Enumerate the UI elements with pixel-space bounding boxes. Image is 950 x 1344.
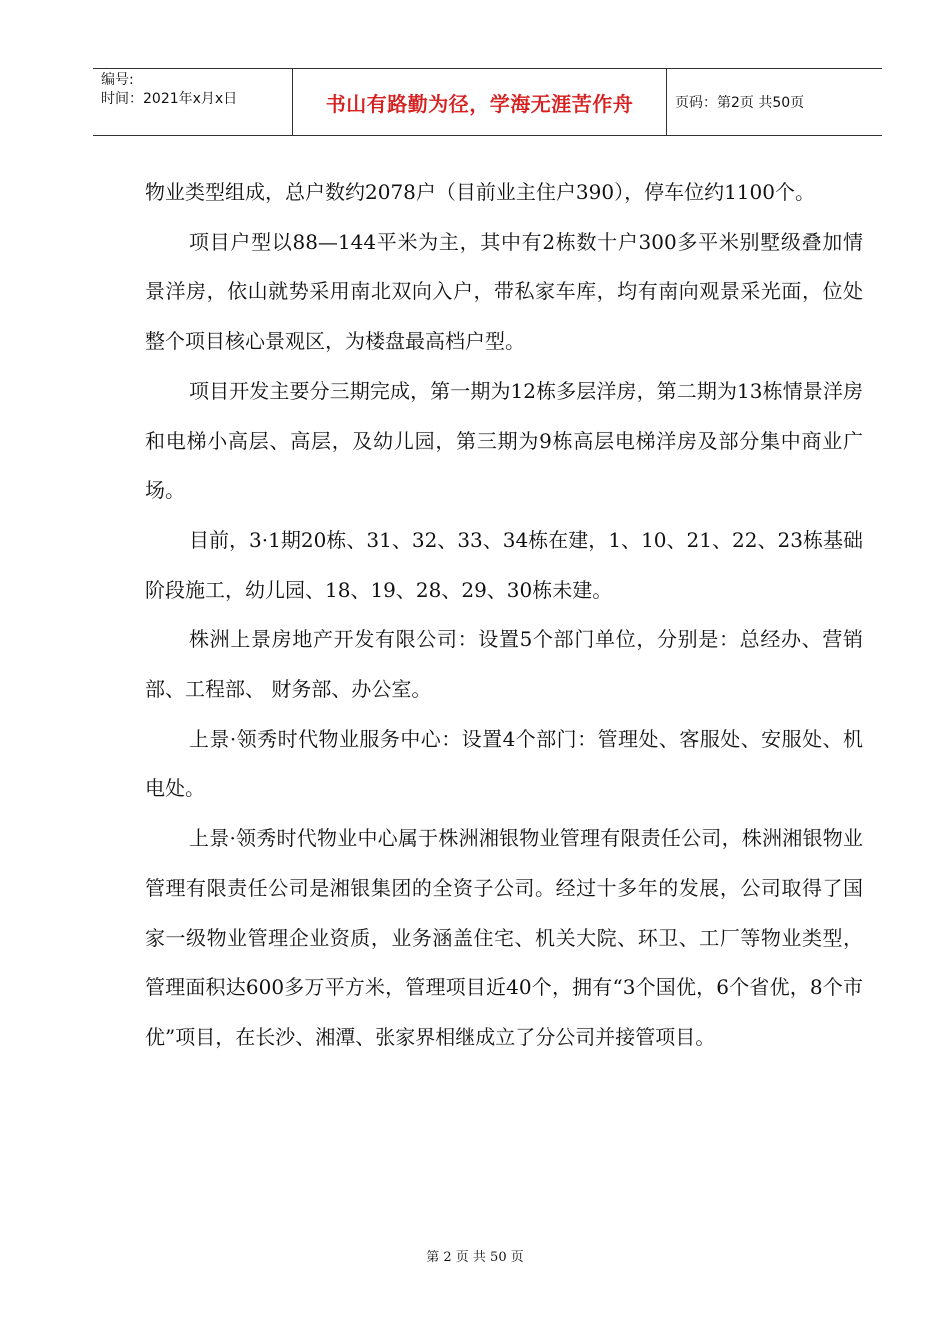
paragraph: 物业类型组成，总户数约2078户（目前业主住户390），停车位约1100个。	[145, 180, 815, 204]
paragraph: 上景·领秀时代物业服务中心：设置4个部门：管理处、客服处、安服处、机电处。	[145, 726, 863, 801]
page-header	[93, 68, 882, 136]
header-motto: 书山有路勤为径，学海无涯苦作舟	[293, 69, 667, 135]
paragraph: 项目户型以88—144平米为主，其中有2栋数十户300多平米别墅级叠加情景洋房，依山就势采用南北双向入户，带私家车库，均有南向观景采光面，位处整个项目核心景观区，为楼盘最高档户型。	[145, 229, 863, 354]
time-label: 时间：2021年x月x日	[101, 91, 238, 107]
paragraph: 上景·领秀时代物业中心属于株洲湘银物业管理有限责任公司，株洲湘银物业管理有限责任公司是湘银集团的全资子公司。经过十多年的发展，公司取得了国家一级物业管理企业资质，业务涵盖住宅、机关大院、环卫、工厂等物业类型，管理面积达600多万平方米，管理项目近40个，拥有“3个国优，6个省优，8个市优”项目，在长沙、湘潭、张家界相继成立了分公司并接管项目。	[145, 826, 863, 1049]
header-page-label: 页码：第2页 共50页	[675, 95, 805, 111]
code-label: 编号:	[101, 72, 134, 88]
paragraph: 株洲上景房地产开发有限公司：设置5个部门单位，分别是：总经办、营销部、工程部、 财务部、办公室。	[145, 627, 863, 702]
document-body	[145, 168, 863, 1063]
paragraph: 目前，3·1期20栋、31、32、33、34栋在建，1、10、21、22、23栋基础阶段施工，幼儿园、18、19、28、29、30栋未建。	[145, 527, 863, 602]
header-meta	[93, 69, 293, 135]
page-footer: 第 2 页 共 50 页	[426, 1250, 524, 1265]
paragraph: 项目开发主要分三期完成，第一期为12栋多层洋房，第二期为13栋情景洋房和电梯小高层、高层，及幼儿园，第三期为9栋高层电梯洋房及部分集中商业广场。	[145, 378, 863, 503]
